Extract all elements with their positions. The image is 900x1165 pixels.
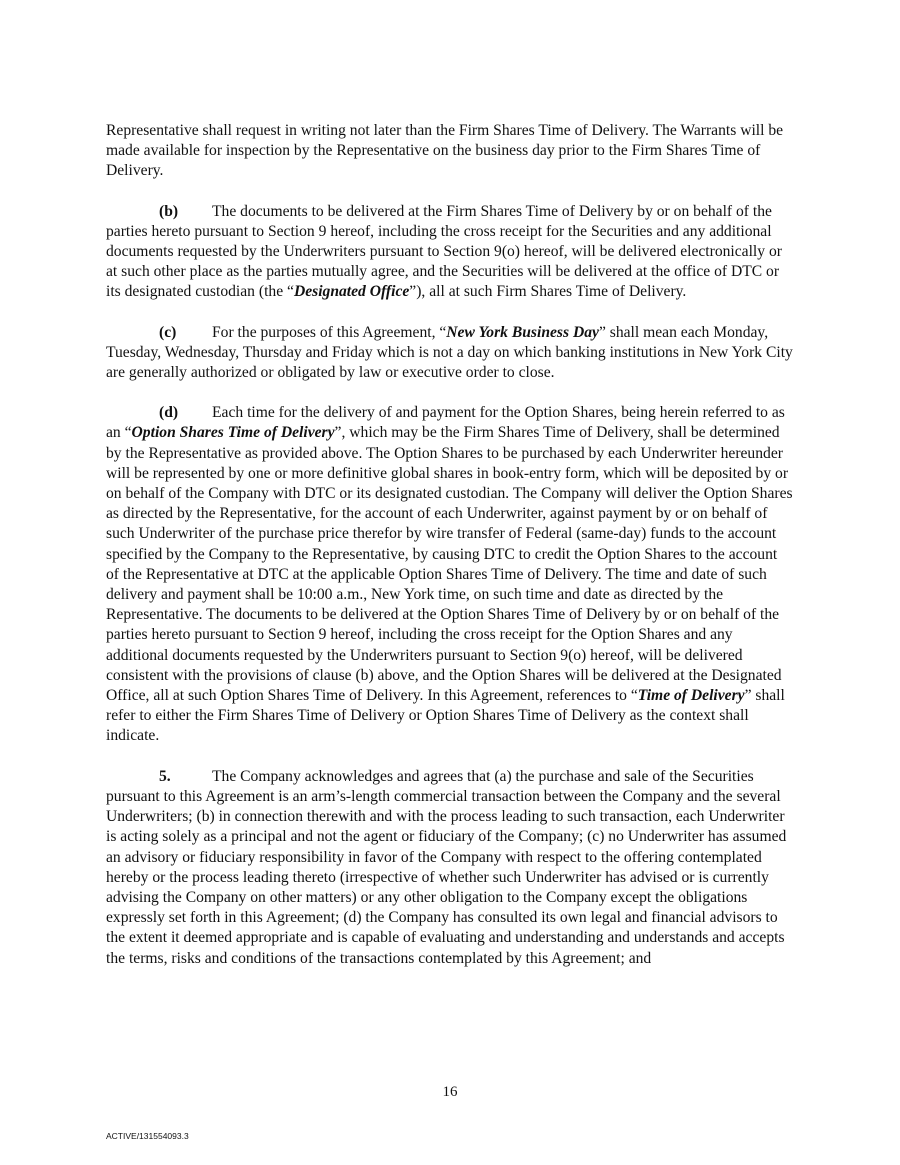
paragraph-d-text-1: Each time for the delivery of and payment for the Option Shares, being herein referred to as an “ — [106, 404, 785, 442]
defined-term-new-york-business-day: New York Business Day — [446, 323, 599, 341]
paragraph-b-text-2: ”), all at such Firm Shares Time of Delivery. — [409, 283, 687, 301]
document-id: ACTIVE/131554093.3 — [106, 1131, 189, 1141]
defined-term-time-of-delivery: Time of Delivery — [637, 687, 745, 705]
paragraph-a-text: Representative shall request in writing not later than the Firm Shares Time of Delivery. The Warrants will be made available for inspection by the Representative on the business day prior to the Firm Shares Time of Delivery. — [106, 122, 784, 180]
paragraph-b — [106, 202, 794, 303]
defined-term-designated-office: Designated Office — [293, 283, 410, 301]
paragraph-c — [106, 323, 794, 384]
document-body — [106, 121, 794, 989]
paragraph-b-label: (b) — [159, 202, 179, 220]
section-5 — [106, 767, 794, 969]
paragraph-d — [106, 403, 794, 746]
section-5-label: 5. — [159, 767, 171, 785]
paragraph-a-continuation — [106, 121, 794, 182]
page-number: 16 — [442, 1084, 458, 1100]
paragraph-c-text-1: For the purposes of this Agreement, “ — [212, 323, 447, 341]
paragraph-d-text-2: ”, which may be the Firm Shares Time of Delivery, shall be determined by the Representative as provided above. The Option Shares to be purchased by each Underwriter hereunder will be represented by one or more definitive global shares in book-entry form, which will be deposited by or on behalf of the Company with DTC or its designated custodian. The Company will deliver the Option Shares as directed by the Representative, for the account of each Underwriter, against payment by or on behalf of such Underwriter of the purchase price therefor by wire transfer of Federal (same-day) funds to the account specified by the Company to the Representative, by causing DTC to credit the Option Shares to the account of the Representative at DTC at the applicable Option Shares Time of Delivery. The time and date of such delivery and payment shall be 10:00 a.m., New York time, on such time and date as directed by the Representative. The documents to be delivered at the Option Shares Time of Delivery by or on behalf of the parties hereto pursuant to Section 9 hereof, including the cross receipt for the Option Shares and any additional documents requested by the Underwriters pursuant to Section 9(o) hereof, will be delivered consistent with the provisions of clause (b) above, and the Option Shares will be delivered at the Designated Office, all at such Option Shares Time of Delivery. In this Agreement, references to “ — [106, 424, 793, 705]
section-5-text: The Company acknowledges and agrees that (a) the purchase and sale of the Securities pursuant to this Agreement is an arm’s-length commercial transaction between the Company and the several Underwriters; (b) in connection therewith and with the process leading to such transaction, each Underwriter is acting solely as a principal and not the agent or fiduciary of the Company; (c) no Underwriter has assumed an advisory or fiduciary responsibility in favor of the Company with respect to the offering contemplated hereby or the process leading thereto (irrespective of whether such Underwriter has advised or is currently advising the Company on other matters) or any other obligation to the Company except the obligations expressly set forth in this Agreement; (d) the Company has consulted its own legal and financial advisors to the extent it deemed appropriate and is capable of evaluating and understanding and understands and accepts the terms, risks and conditions of the transactions contemplated by this Agreement; and — [106, 767, 787, 967]
defined-term-option-shares-time-of-delivery: Option Shares Time of Delivery — [131, 424, 335, 442]
paragraph-b-text-1: The documents to be delivered at the Firm Shares Time of Delivery by or on behalf of the parties hereto pursuant to Section 9 hereof, including the cross receipt for the Securities and any additional documents requested by the Underwriters pursuant to Section 9(o) hereof, will be delivered electronically or at such other place as the parties mutually agree, and the Securities will be delivered at the office of DTC or its designated custodian (the “ — [106, 202, 782, 301]
paragraph-d-label: (d) — [159, 404, 179, 422]
paragraph-c-label: (c) — [159, 323, 177, 341]
paragraph-c-text-2: ” shall mean each Monday, Tuesday, Wednesday, Thursday and Friday which is not a day on which banking institutions in New York City are generally authorized or obligated by law or executive order to close. — [106, 323, 793, 382]
paragraph-d-text-3: ” shall refer to either the Firm Shares Time of Delivery or Option Shares Time of Delivery as the context shall indicate. — [106, 687, 785, 745]
